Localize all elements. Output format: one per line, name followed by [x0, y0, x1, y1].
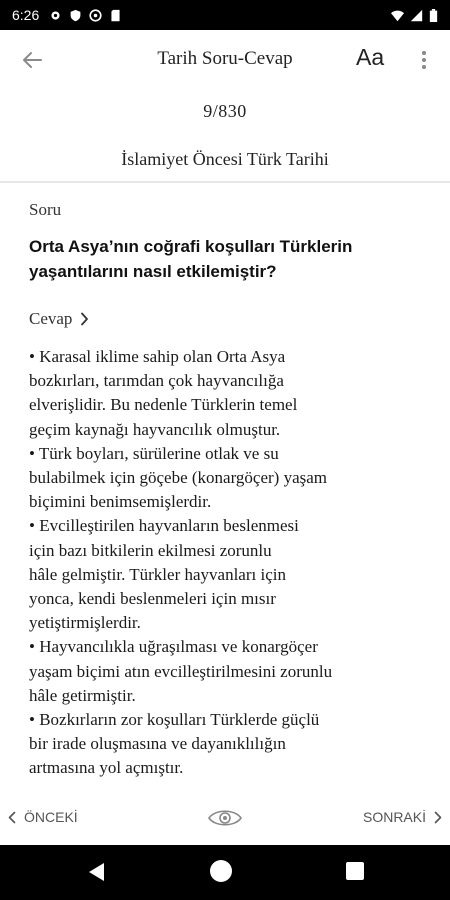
answer-line: bozkırları, tarımdan çok hayvancılığa: [29, 371, 284, 391]
answer-line: yaşam biçimi atın evcilleştirilmesini zorunlu: [29, 661, 333, 681]
answer-line: bir irade oluşmasına ve dayanıklılığın: [29, 734, 286, 754]
answer-label: Cevap: [29, 309, 73, 328]
answer-line: bulabilmek için göçebe (konargöçer) yaşam: [29, 468, 328, 488]
signal-icon: [410, 9, 423, 22]
answer-line: • Hayvancılıkla uğraşılması ve konargöçer: [29, 637, 318, 657]
gear-icon: [49, 9, 62, 22]
answer-line: hâle gelmiştir. Türkler hayvanları için: [29, 564, 286, 584]
question-text: [29, 234, 429, 284]
status-bar: [0, 0, 450, 30]
wifi-icon: [391, 9, 404, 22]
status-time: 6:26: [12, 7, 40, 23]
chevron-right-icon: [434, 811, 442, 824]
question-label: Soru: [29, 200, 62, 219]
answer-line: biçimini benimsemişlerdir.: [29, 492, 212, 512]
next-button[interactable]: [363, 809, 442, 825]
previous-label: ÖNCEKİ: [24, 809, 78, 825]
next-label: SONRAKİ: [362, 809, 426, 825]
answer-line: yetiştirmişlerdir.: [29, 613, 141, 633]
chevron-right-icon: [80, 312, 89, 326]
question-card: [29, 196, 429, 781]
nav-recents-icon[interactable]: [346, 862, 364, 880]
chevron-left-icon: [8, 811, 16, 824]
nav-home-icon[interactable]: [210, 860, 232, 882]
question-counter: 9/830: [203, 101, 247, 121]
answer-text: [29, 345, 429, 781]
answer-line: • Evcilleştirilen hayvanların beslenmesi: [29, 516, 299, 536]
answer-line: elverişlidir. Bu nedenle Türklerin temel: [29, 395, 298, 415]
answer-line: • Türk boyları, sürülerine otlak ve su: [29, 443, 279, 463]
nav-back-icon[interactable]: [88, 862, 106, 882]
shield-icon: [69, 9, 82, 22]
battery-icon: [429, 9, 438, 22]
answer-line: • Karasal iklime sahip olan Orta Asya: [29, 347, 286, 366]
sd-card-icon: [109, 9, 122, 22]
answer-line: hâle getirmiştir.: [29, 685, 136, 705]
divider: [0, 181, 450, 183]
more-options-button[interactable]: [414, 46, 434, 74]
question-line: Orta Asya’nın coğrafi koşulları Türklerin: [29, 237, 353, 256]
bottom-navigation: [0, 796, 450, 842]
answer-line: artmasına yol açmıştır.: [29, 758, 184, 778]
show-answer-button[interactable]: [206, 806, 244, 830]
answer-line: • Bozkırların zor koşulları Türklerde güçlü: [29, 710, 320, 730]
page-title: Tarih Soru-Cevap: [157, 48, 293, 69]
question-line: yaşantılarını nasıl etkilemiştir?: [29, 262, 277, 281]
more-vert-icon: [422, 51, 426, 55]
at-icon: [89, 9, 102, 22]
previous-button[interactable]: [8, 809, 78, 825]
answer-line: için bazı bitkilerin ekilmesi zorunlu: [29, 540, 272, 560]
answer-line: geçim kaynağı hayvancılık olmuştur.: [29, 419, 281, 439]
eye-icon: [207, 807, 243, 829]
answer-line: yonca, kendi beslenmeleri için mısır: [29, 589, 276, 609]
system-navigation-bar: [0, 845, 450, 900]
app-bar: [0, 30, 450, 90]
font-size-button[interactable]: Aa: [356, 44, 385, 70]
section-title: İslamiyet Öncesi Türk Tarihi: [121, 149, 329, 169]
answer-toggle[interactable]: [29, 309, 429, 329]
